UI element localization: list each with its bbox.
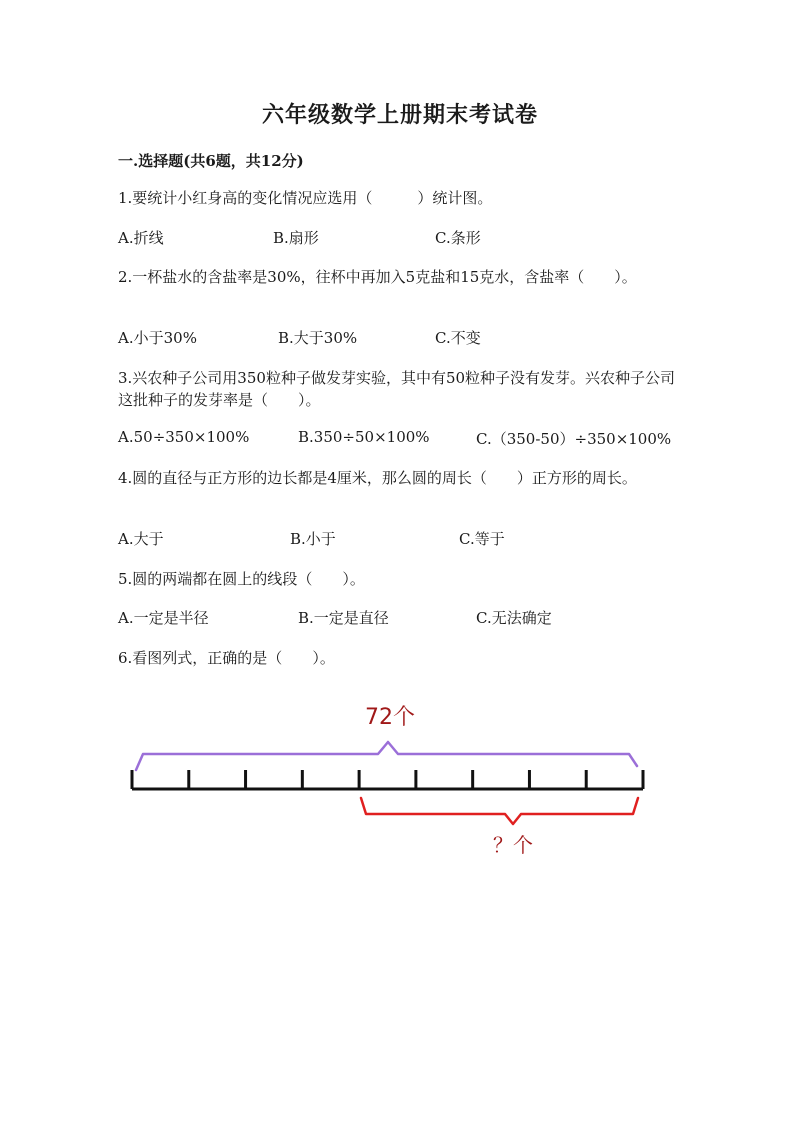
option-c: C.等于 [459, 530, 505, 548]
section-heading: 一.选择题(共6题，共12分) [118, 152, 304, 170]
page-title: 六年级数学上册期末考试卷 [261, 102, 538, 128]
option-b: B.一定是直径 [298, 609, 389, 627]
total-brace [136, 742, 637, 770]
option-a: A.50÷350×100% [118, 428, 250, 446]
question-1: 1.要统计小红身高的变化情况应选用（ ）统计图。 [118, 189, 493, 207]
option-a: A.折线 [118, 229, 164, 247]
question-2-options [118, 327, 718, 349]
question-4-options [118, 528, 718, 550]
question-1-options [118, 227, 718, 249]
question-3: 3.兴农种子公司用350粒种子做发芽实验，其中有50粒种子没有发芽。兴农种子公司这批种子的发芽率是（ ）。 [118, 369, 676, 409]
question-5: 5.圆的两端都在圆上的线段（ ）。 [118, 570, 365, 588]
question-3-options [118, 428, 718, 450]
segment-diagram [0, 690, 800, 890]
option-a: A.小于30% [118, 329, 197, 347]
question-6: 6.看图列式，正确的是（ ）。 [118, 649, 335, 667]
option-c: C.不变 [435, 329, 481, 347]
option-c: C.条形 [435, 229, 481, 247]
unknown-brace [361, 798, 638, 824]
option-b: B.350÷50×100% [298, 428, 430, 446]
unknown-label: ？个 [493, 833, 533, 857]
question-5-options [118, 607, 718, 629]
option-b: B.大于30% [278, 329, 358, 347]
question-4: 4.圆的直径与正方形的边长都是4厘米，那么圆的周长（ ）正方形的周长。 [118, 469, 637, 487]
option-a: A.一定是半径 [118, 609, 209, 627]
option-c: C.（350-50）÷350×100% [476, 430, 672, 448]
tick-marks [132, 770, 643, 789]
total-label: 72个 [365, 705, 415, 730]
option-b: B.扇形 [273, 229, 319, 247]
option-b: B.小于 [290, 530, 336, 548]
question-2: 2.一杯盐水的含盐率是30%，往杯中再加入5克盐和15克水，含盐率（ ）。 [118, 268, 637, 286]
option-a: A.大于 [118, 530, 164, 548]
option-c: C.无法确定 [476, 609, 552, 627]
